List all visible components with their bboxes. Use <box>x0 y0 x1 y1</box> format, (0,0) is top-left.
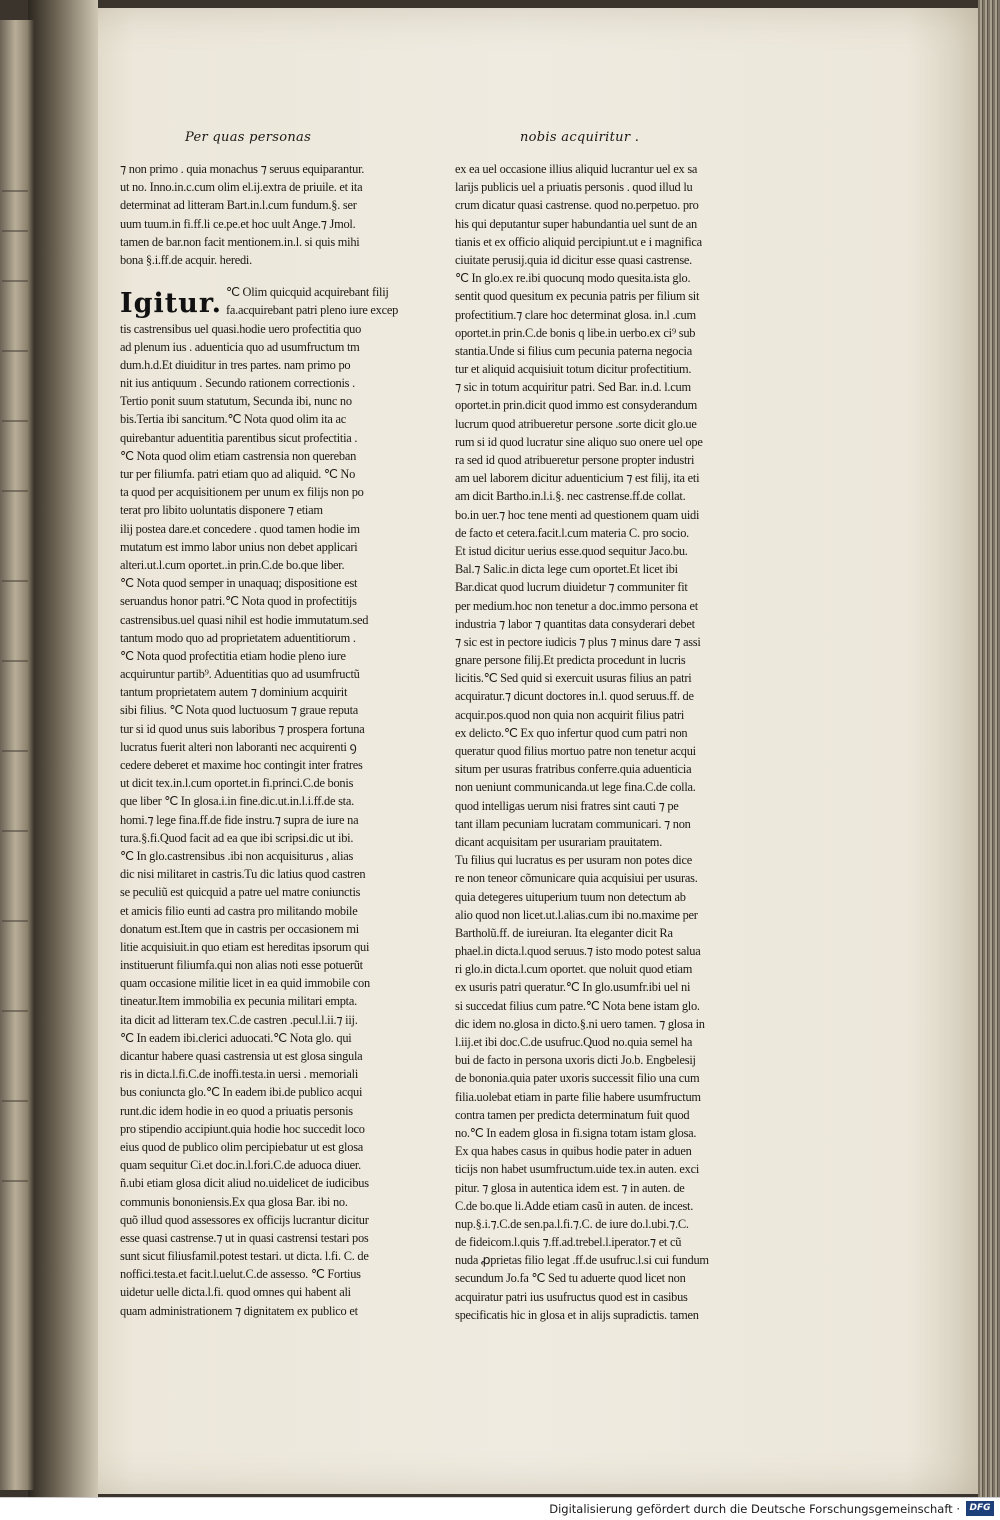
text-line: tur si id quod unus suis laboribus ⁊ prospera fortuna <box>120 721 365 736</box>
text-line: acquiruntur partib⁹. Aduentitias quo ad usumfructũ <box>120 667 360 682</box>
text-line: ta quod per acquisitionem per unum ex filijs non po <box>120 485 364 500</box>
text-line: filia.uolebat etiam in parte filie habere usumfructum <box>455 1089 701 1104</box>
text-line: queratur quod filius mortuo patre non tenetur acqui <box>455 744 696 758</box>
text-line: dum.h.d.Et diuiditur in tres partes. nam primo po <box>120 357 351 372</box>
text-line: lucrum quod atribueretur persone .sorte dicit glo.ue <box>455 416 697 431</box>
text-line: instituerunt filiumfa.qui non alias noti esse potuerũt <box>120 958 363 973</box>
text-line: lucratus fuerit alteri non laboranti nec acquirenti ꝯ <box>120 739 357 754</box>
text-line: quõ illud quod assessores ex officijs lucrantur dicitur <box>120 1212 369 1227</box>
text-line: esse quasi castrense.⁊ ut in quasi castrensi testari pos <box>120 1230 369 1245</box>
left-column-intro <box>120 160 392 269</box>
text-line: ℃ Nota quod olim etiam castrensia non quereban <box>120 448 357 463</box>
text-line: C.de bo.que li.Adde etiam casũ in auten. de incest. <box>455 1198 694 1213</box>
text-line: bui de facto in persona uxoris dicti Jo.b. Engbelesij <box>455 1053 696 1068</box>
text-line: quam administrationem ⁊ dignitatem ex publico et <box>120 1303 358 1318</box>
text-line: quia detegeres uituperium tuum non detectum ab <box>455 889 686 904</box>
text-line: nup.§.i.⁊.C.de sen.pa.l.fi.⁊.C. de iure do.l.ubi.⁊.C. <box>455 1216 689 1231</box>
text-line: ℃ Olim quicquid acquirebant filij <box>226 285 389 300</box>
text-line: situm per usuras fratribus conferre.quia aduenticia <box>455 762 692 777</box>
text-line: bona §.i.ff.de acquir. heredi. <box>120 252 252 267</box>
text-line: Bartholũ.ff. de iureiuran. Ita eleganter dicit Ra <box>455 925 673 940</box>
text-line: que liber ℃ In glosa.i.in fine.dic.ut.in.l.i.ff.de sta. <box>120 794 354 809</box>
text-line: tamen de bar.non facit mentionem.in.l. si quis mihi <box>120 234 360 249</box>
initial-igitur: Igitur. <box>120 288 223 320</box>
text-line: no.℃ In eadem glosa in fi.signa totam istam glosa. <box>455 1125 697 1140</box>
text-line: quam sequitur Ci.et doc.in.l.fori.C.de aduoca diuer. <box>120 1158 361 1173</box>
text-line: ℃ In glo.ex re.ibi quocunq modo quesita.ista glo. <box>455 271 691 286</box>
text-line: terat pro libito uoluntatis disponere ⁊ etiam <box>120 503 323 518</box>
text-line: litie acquisiuit.in quo etiam est hereditas ipsorum qui <box>120 939 370 954</box>
text-line: tis castrensibus uel quasi.hodie uero profectitia quo <box>120 321 362 336</box>
text-line: ilij postea dare.et concedere . quod tamen hodie im <box>120 521 360 536</box>
text-line: ⁊ sic in totum acquiritur patri. Sed Bar. in.d. l.cum <box>455 380 691 395</box>
text-line: oportet.in prin.dicit quod immo est consyderandum <box>455 398 698 413</box>
text-line: mutatum est immo labor unius non debet applicari <box>120 539 358 554</box>
text-line: licitis.℃ Sed quid si exercuit usuras filius an patri <box>455 671 692 686</box>
text-line: tura.§.fi.Quod facit ad ea que ibi scripsi.dic ut ibi. <box>120 830 354 845</box>
text-line: ⁊ non primo . quia monachus ⁊ seruus equiparantur. <box>120 162 365 176</box>
text-line: his qui deputantur super habundantia uel sunt de an <box>455 216 697 231</box>
text-line: per medium.hoc non tenetur a doc.immo persona et <box>455 598 698 613</box>
text-line: determinat ad litteram Bart.in.l.cum fundum.§. ser <box>120 198 357 213</box>
text-line: fa.acquirebant patri pleno iure excep <box>226 303 399 318</box>
text-line: ut no. Inno.in.c.cum olim el.ij.extra de priuile. et ita <box>120 180 363 195</box>
text-line: Tu filius qui lucratus es per usuram non potes dice <box>455 853 692 868</box>
text-line: runt.dic idem hodie in eo quod a priuatis personis <box>120 1103 353 1118</box>
text-line: tant illam pecuniam lucratam communicari. ⁊ non <box>455 816 691 831</box>
text-line: bus coniuncta glo.℃ In eadem ibi.de publico acqui <box>120 1085 363 1100</box>
text-line: profectitium.⁊ clare hoc determinat glosa. in.l .cum <box>455 307 696 322</box>
text-line: eius quod de publico olim percipiebatur ut est glosa <box>120 1139 364 1154</box>
text-line: acquiratur patri ius usufructus quod est in casibus <box>455 1289 688 1304</box>
text-line: quirebantur aduentitia parentibus sicut profectitia . <box>120 430 358 445</box>
text-line: quam occasione militie licet in ea quid immobile con <box>120 976 370 991</box>
text-line: homi.⁊ lege fina.ff.de fide instru.⁊ supra de iure na <box>120 812 359 827</box>
text-line: ciuitate perusij.quia id dicitur esse quasi castrense. <box>455 252 692 267</box>
igitur-section <box>120 283 399 320</box>
text-line: Ex qua habes casus in quibus hodie pater in aduen <box>455 1144 692 1159</box>
text-line: acquiratur.⁊ dicunt doctores in.l. quod seruus.ff. de <box>455 689 694 704</box>
text-line: ri glo.in dicta.l.cum oportet. que noluit quod etiam <box>455 962 693 977</box>
text-line: sunt sicut filiusfamil.potest testari. ut dicta. l.fi. C. de <box>120 1249 369 1264</box>
text-line: nuda ꝓprietas filio legat .ff.de usufruc.l.si cui fundum <box>455 1253 709 1268</box>
text-line: quod intelligas uerum nisi fratres sint cauti ⁊ pe <box>455 798 679 813</box>
text-line: ex ea uel occasione illius aliquid lucrantur uel ex sa <box>455 162 698 176</box>
text-line: tantum proprietatem autem ⁊ dominium acquirit <box>120 685 348 700</box>
text-line: de bononia.quia pater uxoris successit filio una cum <box>455 1071 700 1086</box>
text-line: ad plenum ius . aduenticia quo ad usumfructum tm <box>120 339 360 354</box>
text-line: si succedat filius cum patre.℃ Nota bene istam glo. <box>455 998 700 1013</box>
text-line: Tertio ponit suum statutum, Secunda ibi, nunc no <box>120 394 352 409</box>
text-line: noffici.testa.et facit.l.uelut.C.de assesso. ℃ Fortius <box>120 1267 361 1282</box>
text-line: tur per filiumfa. patri etiam quo ad aliquid. ℃ No <box>120 467 356 481</box>
text-line: sentit quod quesitum ex pecunia patris per filium sit <box>455 289 700 304</box>
text-line: Bal.⁊ Salic.in dicta lege cum oportet.Et licet ibi <box>455 562 678 577</box>
text-line: ris in dicta.l.fi.C.de inoffi.testa.in uersi . memoriali <box>120 1067 359 1082</box>
text-line: ℃ In eadem ibi.clerici aduocati.℃ Nota glo. qui <box>120 1030 352 1045</box>
text-line: bis.Tertia ibi sancitum.℃ Nota quod olim ita ac <box>120 412 347 427</box>
text-line: ⁊ sic est in pectore iudicis ⁊ plus ⁊ minus dare ⁊ assi <box>455 634 701 649</box>
text-line: dicantur habere quasi castrensia ut est glosa singula <box>120 1049 363 1063</box>
text-line: tantum modo quo ad proprietatem aduentitiorum . <box>120 630 356 645</box>
text-line: non ueniunt communicanda.ut lege fina.C.de colla. <box>455 780 696 795</box>
text-line: ñ.ubi etiam glosa dicit aliud no.uidelicet de iudicibus <box>120 1176 369 1191</box>
text-line: rum si id quod lucratur sine aliquo suo onere uel ope <box>455 434 703 449</box>
text-line: castrensibus.uel quasi nihil est hodie immutatum.sed <box>120 612 369 627</box>
text-line: am uel laborem dicitur aduenticium ⁊ est filij, ita eti <box>455 471 700 486</box>
dfg-logo: DFG <box>966 1501 994 1516</box>
text-line: ℃ Nota quod semper in unaquaq; dispositione est <box>120 576 358 591</box>
text-line: cedere deberet et maxime hoc contingit inter fratres <box>120 758 363 772</box>
text-line: ex usuris patri queratur.℃ In glo.usumfr.ibi uel ni <box>455 980 691 995</box>
text-line: specificatis hic in glosa et in alijs supradictis. tamen <box>455 1307 699 1322</box>
text-line: ra sed id quod atribueretur persone propter industri <box>455 453 695 467</box>
running-header-right: nobis acquiritur . <box>520 130 640 145</box>
text-line: secundum Jo.fa ℃ Sed tu aduerte quod licet non <box>455 1271 686 1286</box>
text-line: tineatur.Item immobilia ex pecunia militari empta. <box>120 994 357 1009</box>
running-header-left: Per quas personas <box>185 130 312 145</box>
igitur-side-lines <box>226 283 398 319</box>
text-line: larijs publicis uel a priuatis personis . quod illud lu <box>455 180 693 195</box>
text-line: dicant acquisitam per usurariam prauitatem. <box>455 834 663 849</box>
text-line: communis bononiensis.Ex qua glosa Bar. ibi no. <box>120 1194 348 1209</box>
text-line: ticijs non habet usumfructum.uide tex.in auten. exci <box>455 1162 700 1177</box>
right-column-body <box>455 160 740 1324</box>
book-gutter <box>28 0 98 1497</box>
text-line: ita dicit ad litteram tex.C.de castren .pecul.l.ii.⁊ iij. <box>120 1012 358 1027</box>
text-line: bo.in uer.⁊ hoc tene menti ad questionem quam uidi <box>455 507 700 522</box>
text-line: re non teneor cõmunicare quia acquisiui per usuras. <box>455 871 698 886</box>
text-line: de fideicom.l.quis ⁊.ff.ad.trebel.l.iperator.⁊ et cũ <box>455 1235 682 1250</box>
text-line: pitur. ⁊ glosa in autentica idem est. ⁊ in auten. de <box>455 1180 685 1195</box>
text-line: stantia.Unde si filius cum pecunia paterna negocia <box>455 343 692 358</box>
text-line: Et istud dicitur uerius esse.quod sequitur Jaco.bu. <box>455 543 688 558</box>
text-line: crum dicatur quasi castrense. quod no.perpetuo. pro <box>455 198 699 213</box>
text-line: contra tamen per predicta determinatum fuit quod <box>455 1107 690 1122</box>
text-line: alteri.ut.l.cum oportet..in prin.C.de bo.que liber. <box>120 557 345 572</box>
left-page-edge <box>0 20 34 1490</box>
digitization-footer <box>0 1497 1000 1520</box>
text-line: se peculiũ est quicquid a patre uel matre coniunctis <box>120 885 361 900</box>
page-stack-edge <box>978 0 1000 1497</box>
left-column-body <box>120 320 392 1320</box>
text-line: phael.in dicta.l.quod seruus.⁊ isto modo potest salua <box>455 944 701 959</box>
text-line: ℃ In glo.castrensibus .ibi non acquisiturus , alias <box>120 848 354 863</box>
text-line: nit ius antiquum . Secundo rationem correctionis . <box>120 376 355 391</box>
text-line: gnare persone filij.Et predicta procedunt in lucris <box>455 653 686 668</box>
left-text-column <box>120 160 399 1320</box>
text-line: tur et aliquid acquisiuit totum dicitur profectitium. <box>455 362 692 377</box>
text-line: industria ⁊ labor ⁊ quantitas data consyderari debet <box>455 616 695 631</box>
text-line: seruandus honor patri.℃ Nota quod in profectitijs <box>120 594 357 609</box>
text-line: sibi filius. ℃ Nota quod luctuosum ⁊ graue reputa <box>120 703 359 718</box>
text-line: de facto et cetera.facit.l.cum materia C. pro socio. <box>455 525 690 540</box>
text-line: dic nisi militaret in castris.Tu dic latius quod castren <box>120 867 366 882</box>
text-line: uidetur uelle dicta.l.fi. quod omnes qui habent ali <box>120 1285 351 1300</box>
text-line: oportet.in prin.C.de bonis q libe.in uerbo.ex ci⁹ sub <box>455 325 696 340</box>
text-line: am dicit Bartho.in.l.i.§. nec castrense.ff.de collat. <box>455 489 686 504</box>
text-line: Bar.dicat quod lucrum diuidetur ⁊ communiter fit <box>455 580 688 595</box>
footer-credit: Digitalisierung gefördert durch die Deutsche Forschungsgemeinschaft · <box>549 1502 960 1516</box>
text-line: ℃ Nota quod profectitia etiam hodie pleno iure <box>120 648 346 663</box>
text-line: alio quod non licet.ut.l.alias.cum ibi no.maxime per <box>455 907 698 922</box>
right-text-column <box>455 160 740 1324</box>
text-line: ut dicit tex.in.l.cum oportet.in fi.princi.C.de bonis <box>120 776 354 791</box>
text-line: acquir.pos.quod non quia non acquirit filius patri <box>455 707 685 722</box>
text-line: pro stipendio accipiunt.quia hodie hoc succedit loco <box>120 1121 365 1136</box>
text-line: et amicis filio eunti ad castra pro militando mobile <box>120 903 358 918</box>
text-line: uum tuum.in fi.ff.li ce.pe.et hoc uult Ange.⁊ Jmol. <box>120 216 356 231</box>
text-line: donatum est.Item que in castris per occasionem mi <box>120 921 359 936</box>
text-line: ex delicto.℃ Ex quo infertur quod cum patri non <box>455 725 688 740</box>
text-line: tianis et ex officio aliquid percipiunt.ut e i magnifica <box>455 234 702 249</box>
text-line: dic idem no.glosa in dicto.§.ni uero tamen. ⁊ glosa in <box>455 1016 705 1031</box>
text-line: l.iij.et ibi doc.C.de usufruc.Quod no.quia semel ha <box>455 1035 693 1049</box>
